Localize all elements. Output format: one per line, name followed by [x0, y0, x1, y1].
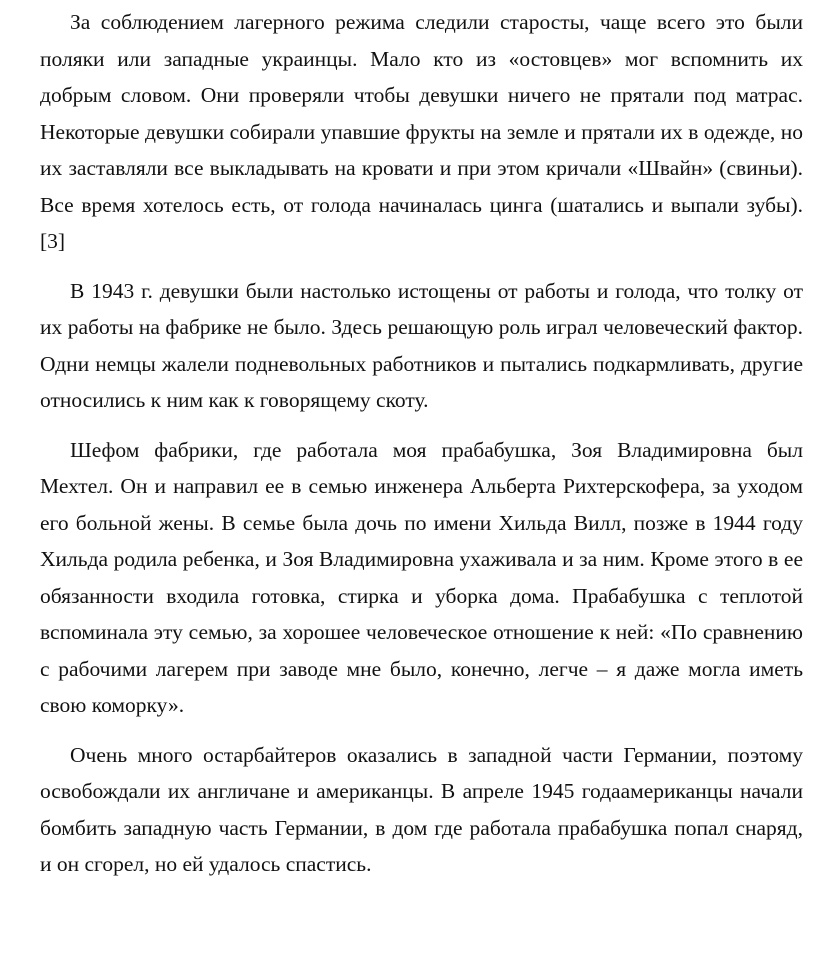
paragraph-liberation: Очень много остарбайтеров оказались в западной части Германии, поэтому освобождали их англичане и американцы. В апреле 1945 годаамериканцы начали бомбить западную часть Германии, в дом где работала прабабушка попал снаряд, и он сгорел, но ей удалось спастись.: [40, 742, 803, 876]
paragraph-camp-regime: За соблюдением лагерного режима следили старосты, чаще всего это были поляки или западные украинцы. Мало кто из «остовцев» мог вспомнить их добрым словом. Они проверяли чтобы девушки ничего не прятали под матрас. Некоторые девушки собирали упавшие фрукты на земле и прятали их в одежде, но их заставляли все выкладывать на кровати и при этом кричали «Швайн» (свиньи). Все время хотелось есть, от голода начиналась цинга (шатались и выпали зубы). [3]: [40, 10, 803, 253]
paragraph-1943-exhaustion: В 1943 г. девушки были настолько истощены от работы и голода, что толку от их работы на фабрике не было. Здесь решающую роль играл человеческий фактор. Одни немцы жалели подневольных работников и пытались подкармливать, другие относились к ним как к говорящему скоту.: [40, 278, 803, 412]
paragraph-factory-chief: Шефом фабрики, где работала моя прабабушка, Зоя Владимировна был Мехтел. Он и направил ее в семью инженера Альберта Рихтерскофера, за уходом его больной жены. В семье была дочь по имени Хильда Вилл, позже в 1944 году Хильда родила ребенка, и Зоя Владимировна ухаживала и за ним. Кроме этого в ее обязанности входила готовка, стирка и уборка дома. Прабабушка с теплотой вспоминала эту семью, за хорошее человеческое отношение к ней: «По сравнению с рабочими лагерем при заводе мне было, конечно, легче – я даже могла иметь свою коморку».: [40, 437, 803, 717]
